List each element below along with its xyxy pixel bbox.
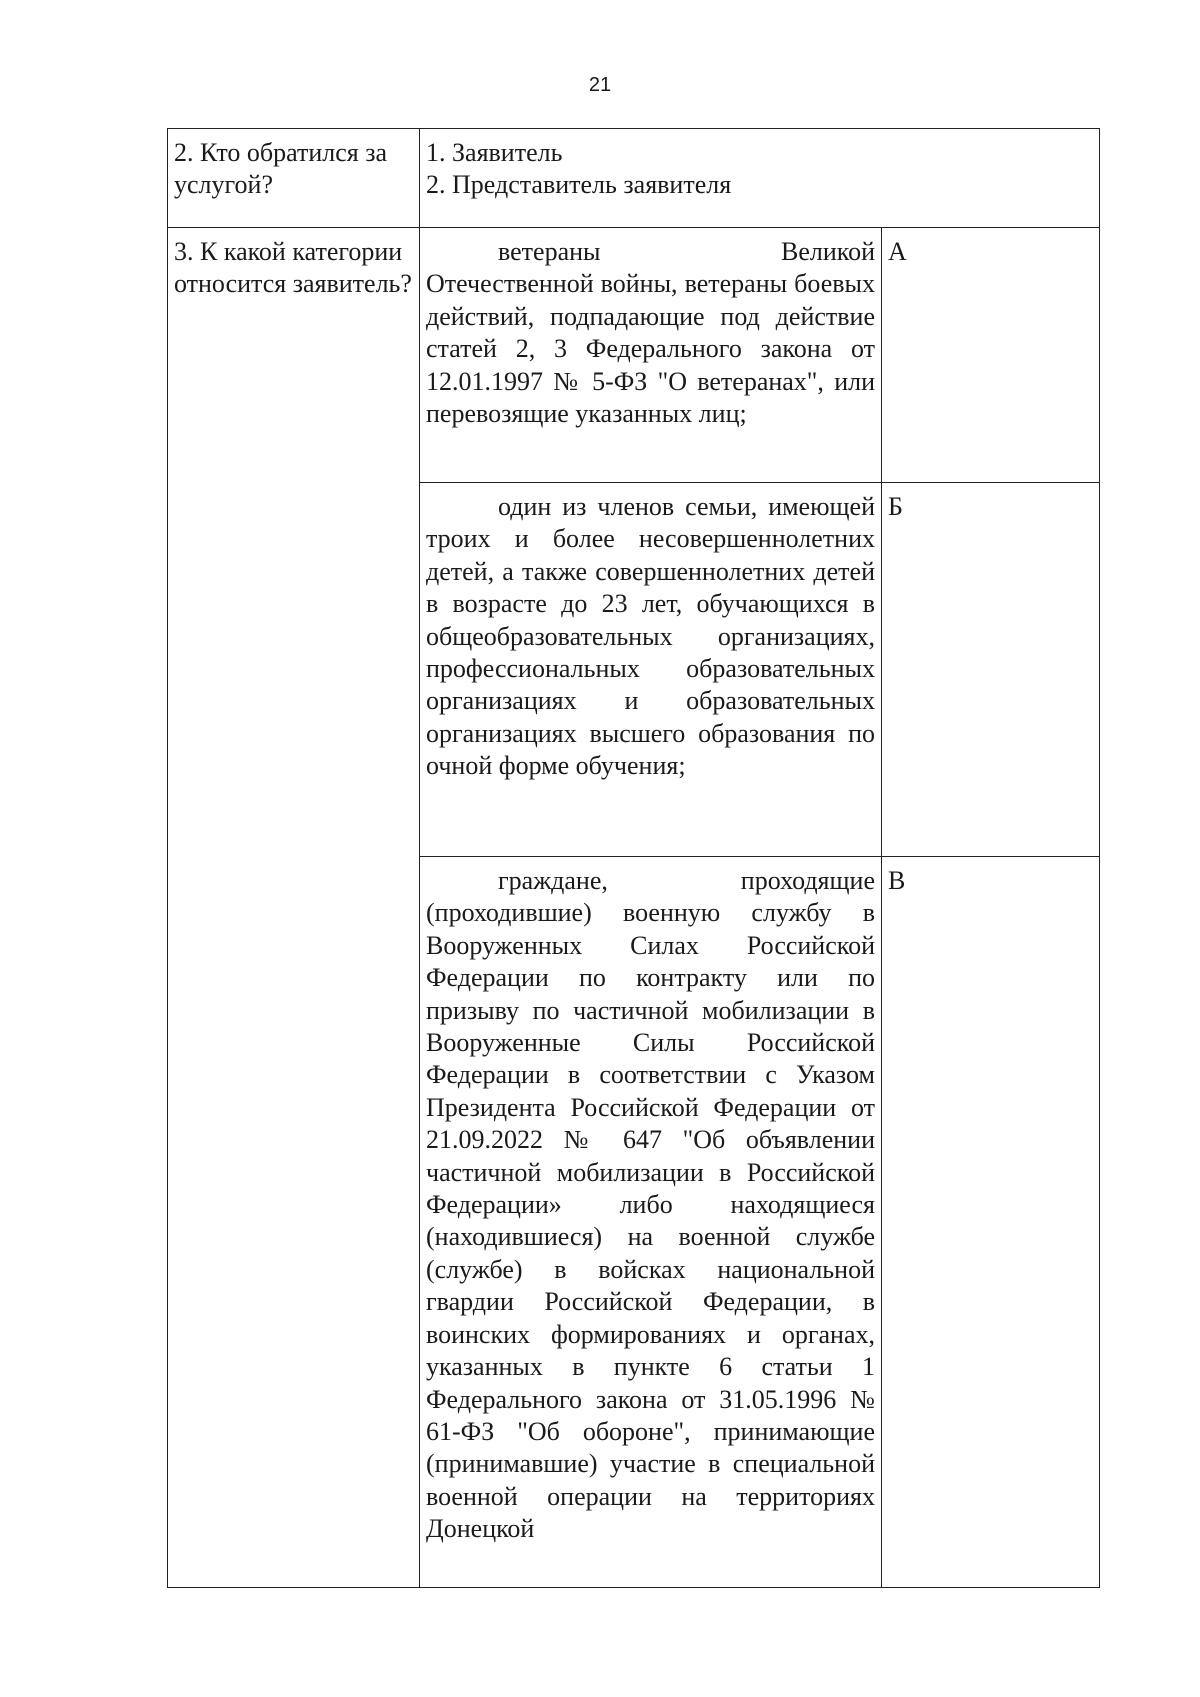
page-number: 21 xyxy=(588,74,612,96)
table-row-who-applied xyxy=(168,129,1100,228)
option-applicant: 1. Заявитель xyxy=(426,138,563,167)
category-code-a: А xyxy=(888,237,907,266)
category-code-b-cell xyxy=(882,483,1100,857)
table-row-category-a xyxy=(168,228,1100,483)
category-option-c-cell xyxy=(420,857,882,1588)
category-code-a-cell xyxy=(882,228,1100,483)
category-option-b-text: один из членов семьи, имеющей троих и более несовершеннолетних детей, а также совершеннолетних детей в возрасте до 23 лет, обучающихся в общеобразовательных организациях, профессиональных образовательных организациях и образовательных организациях высшего образования по очной форме обучения; xyxy=(426,492,875,781)
question-category: 3. К какой категории относится заявитель? xyxy=(174,237,412,299)
question-cell-category xyxy=(168,228,420,1588)
question-cell-who-applied xyxy=(168,129,420,228)
category-code-b: Б xyxy=(888,492,903,521)
category-option-a-text: ветераны Великой Отечественной войны, ветераны боевых действий, подпадающие под действие статей 2, 3 Федерального закона от 12.01.1997 № 5-ФЗ "О ветеранах", или перевозящие указанных лиц; xyxy=(426,237,875,429)
category-option-b-cell xyxy=(420,483,882,857)
category-code-c: В xyxy=(888,866,906,895)
category-option-a-cell xyxy=(420,228,882,483)
answers-cell-who-applied xyxy=(420,129,1100,228)
option-representative: 2. Представитель заявителя xyxy=(426,170,732,200)
category-option-c-text: граждане, проходящие (проходившие) военную службу в Вооруженных Силах Российской Федерации по контракту или по призыву по частичной мобилизации в Вооруженные Силы Российской Федерации в соответствии с Указом Президента Российской Федерации от 21.09.2022 № 647 "Об объявлении частичной мобилизации в Российской Федерации» либо находящиеся (находившиеся) на военной службе (службе) в войсках национальной гвардии Российской Федерации, в воинских формированиях и органах, указанных в пункте 6 статьи 1 Федерального закона от 31.05.1996 № 61-ФЗ "Об обороне", принимающие (принимавшие) участие в специальной военной операции на территориях Донецкой xyxy=(426,866,875,1544)
services-table xyxy=(167,128,1100,1588)
question-who-applied: 2. Кто обратился за услугой? xyxy=(174,138,388,200)
category-code-c-cell xyxy=(882,857,1100,1588)
